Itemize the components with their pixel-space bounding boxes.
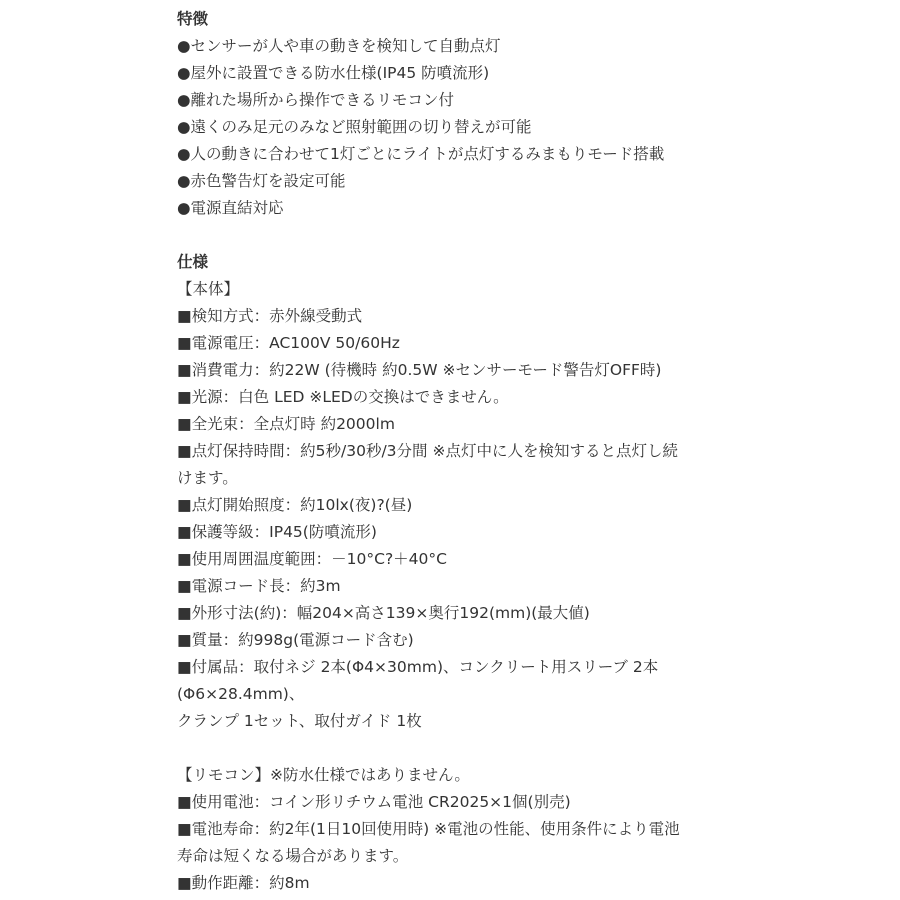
spec-line: ■光源：白色 LED ※LEDの交換はできません。 [177,388,509,406]
feature-item: ●屋外に設置できる防水仕様(IP45 防噴流形) [177,64,490,82]
features-heading: 特徴 [177,10,209,28]
spec-line: ■点灯開始照度：約10lx(夜)?(昼) [177,496,413,514]
spec-line: ■外形寸法(約)：幅204×高さ139×奥行192(mm)(最大値) [177,604,590,622]
spec-line: ■使用周囲温度範囲：－10°C?＋40°C [177,550,447,568]
spec-line: ■点灯保持時間：約5秒/30秒/3分間 ※点灯中に人を検知すると点灯し続 [177,442,678,460]
spec-line: ■動作距離：約8m [177,874,310,892]
spec-line: ■全光束：全点灯時 約2000lm [177,415,395,433]
spec-line: ■質量：約998g(電源コード含む) [177,631,414,649]
product-description [177,6,737,897]
section-spacer [177,222,737,249]
spec-line: 寿命は短くなる場合があります。 [177,847,409,865]
spec-line: (Φ6×28.4mm)、 [177,685,305,703]
spec-line: クランプ 1セット、取付ガイド 1枚 [177,712,422,730]
body-label: 【本体】 [177,280,240,298]
feature-item: ●離れた場所から操作できるリモコン付 [177,91,455,109]
spec-line: ■消費電力：約22W (待機時 約0.5W ※センサーモード警告灯OFF時) [177,361,662,379]
spec-line: ■検知方式：赤外線受動式 [177,307,363,325]
spec-line: ■付属品：取付ネジ 2本(Φ4×30mm)、コンクリート用スリーブ 2本 [177,658,659,676]
spec-line: ■保護等級：IP45(防噴流形) [177,523,377,541]
section-spacer [177,735,737,762]
specs-heading: 仕様 [177,253,209,271]
spec-line: ■電源コード長：約3m [177,577,341,595]
feature-item: ●人の動きに合わせて1灯ごとにライトが点灯するみまもりモード搭載 [177,145,665,163]
feature-item: ●赤色警告灯を設定可能 [177,172,346,190]
feature-item: ●遠くのみ足元のみなど照射範囲の切り替えが可能 [177,118,532,136]
spec-line: ■電源電圧：AC100V 50/60Hz [177,334,400,352]
specs-section [177,249,737,897]
features-section [177,6,737,222]
feature-item: ●電源直結対応 [177,199,284,217]
spec-line: ■電池寿命：約2年(1日10回使用時) ※電池の性能、使用条件により電池 [177,820,680,838]
spec-line: ■使用電池：コイン形リチウム電池 CR2025×1個(別売) [177,793,571,811]
feature-item: ●センサーが人や車の動きを検知して自動点灯 [177,37,501,55]
remote-label: 【リモコン】※防水仕様ではありません。 [177,766,470,784]
spec-line: けます。 [177,469,238,487]
